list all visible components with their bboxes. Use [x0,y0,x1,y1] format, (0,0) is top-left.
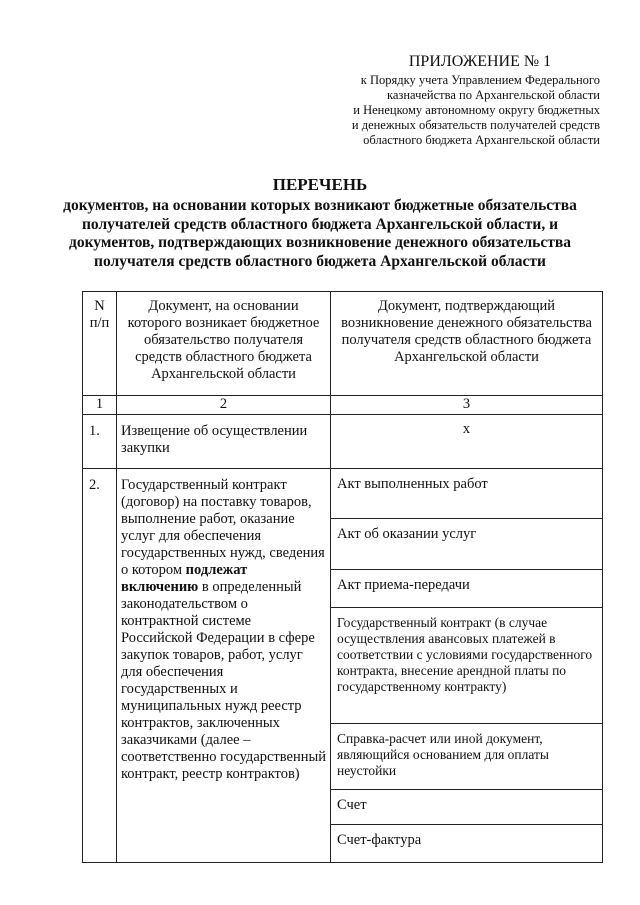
basis-document: Извещение об осуществлении закупки [117,415,331,469]
title-heading: ПЕРЕЧЕНЬ [272,175,368,194]
document-title [40,175,600,271]
confirming-document: Государственный контракт (в случае осуществления авансовых платежей в соответствии с условиями государственного контракта, внесение арендной платы по государственному контракту) [331,608,603,724]
column-numbers-row [83,396,603,415]
row-number: 1. [83,415,117,469]
confirming-document: х [331,415,603,469]
basis-document-text: Государственный контракт (договор) на поставку товаров, выполнение работ, оказание услуг для обеспечения государственных нужд, сведения о котором [121,477,325,578]
header-number: N п/п [83,292,117,396]
appendix-line: и Ненецкому автономному округу бюджетных [353,103,600,117]
confirming-document: Счет-фактура [331,825,603,863]
documents-table [82,291,603,863]
basis-document [117,469,331,863]
basis-document-emphasis: подлежат включению [121,562,248,595]
title-subheading: документов, на основании которых возникают бюджетные обязательства получателей средств областного бюджета Архангельской области, и документов, подтверждающих возникновение денежного обязательства получателя средств областного бюджета Архангельской области [63,197,577,270]
confirming-document: Справка-расчет или иной документ, являющийся основанием для оплаты неустойки [331,724,603,790]
appendix-line: казначейства по Архангельской области [386,88,600,102]
table-row [83,415,603,469]
basis-document-text: в определенный законодательством о контрактной системе Российской Федерации в сфере закупок товаров, работ, услуг для обеспечения государственных и муниципальных нужд реестр контрактов, заключенных заказчиками (далее – соответственно государственный контракт, реестр контрактов) [121,579,326,782]
column-number: 1 [83,396,117,415]
confirming-document: Акт приема-передачи [331,570,603,608]
header-basis-document: Документ, на основании которого возникает бюджетное обязательство получателя средств областного бюджета Архангельской области [117,292,331,396]
confirming-document: Акт выполненных работ [331,469,603,519]
appendix-header [330,52,600,148]
confirming-document: Счет [331,790,603,825]
appendix-line: областного бюджета Архангельской области [363,133,600,147]
column-number: 2 [117,396,331,415]
appendix-line: и денежных обязательств получателей средств [351,118,600,132]
confirming-document: Акт об оказании услуг [331,519,603,570]
appendix-line: к Порядку учета Управлением Федерального [360,73,600,87]
table-header-row [83,292,603,396]
table-row [83,469,603,519]
appendix-title: ПРИЛОЖЕНИЕ № 1 [408,53,552,70]
column-number: 3 [331,396,603,415]
row-number: 2. [83,469,117,863]
header-confirming-document: Документ, подтверждающий возникновение денежного обязательства получателя средств областного бюджета Архангельской области [331,292,603,396]
